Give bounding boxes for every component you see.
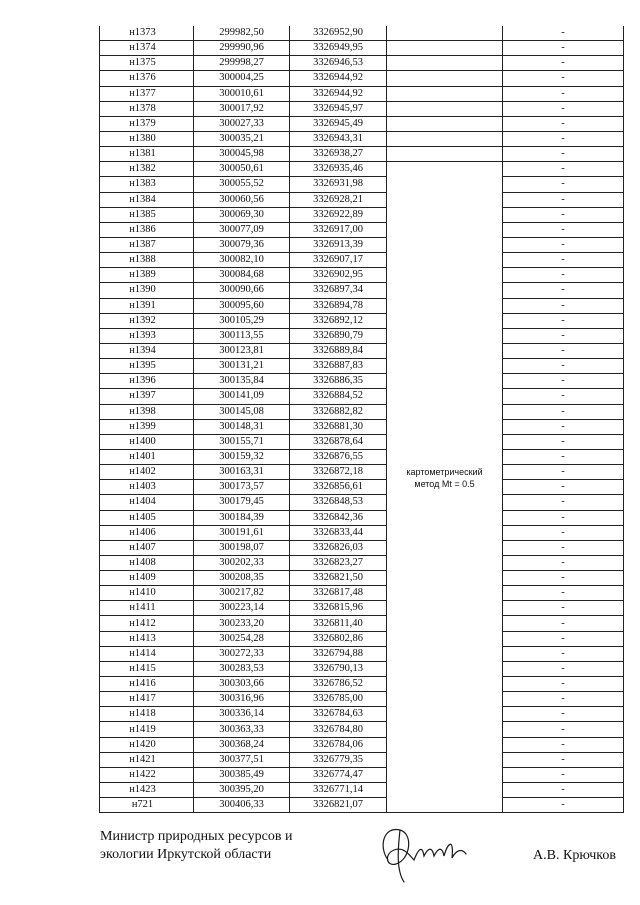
x-coordinate-cell: 300017,92 [194,101,290,116]
accuracy-dash-cell: - [503,586,624,601]
y-coordinate-cell: 3326790,13 [290,661,387,676]
accuracy-dash-cell: - [503,767,624,782]
x-coordinate-cell: 300077,09 [194,222,290,237]
signer-position-line-2: экологии Иркутской области [100,847,272,862]
point-id-cell: н1389 [100,268,194,283]
table-row [100,722,624,737]
y-coordinate-cell: 3326821,07 [290,798,387,813]
method-cell [387,41,503,56]
x-coordinate-cell: 300254,28 [194,631,290,646]
point-id-cell: н1374 [100,41,194,56]
accuracy-dash-cell: - [503,677,624,692]
table-row [100,359,624,374]
x-coordinate-cell: 300316,96 [194,692,290,707]
point-id-cell: н721 [100,798,194,813]
point-id-cell: н1388 [100,253,194,268]
point-id-cell: н1385 [100,207,194,222]
x-coordinate-cell: 300184,39 [194,510,290,525]
table-row [100,677,624,692]
table-row [100,586,624,601]
signer-position [100,828,292,864]
point-id-cell: н1408 [100,555,194,570]
x-coordinate-cell: 300027,33 [194,116,290,131]
point-id-cell: н1390 [100,283,194,298]
y-coordinate-cell: 3326779,35 [290,752,387,767]
method-cell [387,101,503,116]
point-id-cell: н1384 [100,192,194,207]
point-id-cell: н1397 [100,389,194,404]
x-coordinate-cell: 300363,33 [194,722,290,737]
method-text [387,466,502,490]
accuracy-dash-cell: - [503,374,624,389]
x-coordinate-cell: 300217,82 [194,586,290,601]
y-coordinate-cell: 3326952,90 [290,26,387,41]
accuracy-dash-cell: - [503,404,624,419]
x-coordinate-cell: 300113,55 [194,328,290,343]
x-coordinate-cell: 300004,25 [194,71,290,86]
y-coordinate-cell: 3326889,84 [290,343,387,358]
accuracy-dash-cell: - [503,207,624,222]
y-coordinate-cell: 3326811,40 [290,616,387,631]
accuracy-dash-cell: - [503,601,624,616]
y-coordinate-cell: 3326848,53 [290,495,387,510]
y-coordinate-cell: 3326944,92 [290,71,387,86]
y-coordinate-cell: 3326774,47 [290,767,387,782]
table-row [100,192,624,207]
y-coordinate-cell: 3326902,95 [290,268,387,283]
table-row [100,798,624,813]
point-id-cell: н1410 [100,586,194,601]
table-row [100,71,624,86]
table-row [100,555,624,570]
point-id-cell: н1420 [100,737,194,752]
x-coordinate-cell: 300303,66 [194,677,290,692]
table-row [100,661,624,676]
method-text-line-1: картометрический [406,467,483,478]
x-coordinate-cell: 300035,21 [194,131,290,146]
method-cell [387,131,503,146]
x-coordinate-cell: 300131,21 [194,359,290,374]
accuracy-dash-cell: - [503,465,624,480]
y-coordinate-cell: 3326884,52 [290,389,387,404]
table-row [100,222,624,237]
x-coordinate-cell: 300208,35 [194,571,290,586]
y-coordinate-cell: 3326913,39 [290,237,387,252]
accuracy-dash-cell: - [503,86,624,101]
y-coordinate-cell: 3326794,88 [290,646,387,661]
accuracy-dash-cell: - [503,692,624,707]
x-coordinate-cell: 300123,81 [194,343,290,358]
accuracy-dash-cell: - [503,798,624,813]
accuracy-dash-cell: - [503,722,624,737]
table-row [100,419,624,434]
y-coordinate-cell: 3326872,18 [290,465,387,480]
x-coordinate-cell: 300045,98 [194,147,290,162]
point-id-cell: н1412 [100,616,194,631]
y-coordinate-cell: 3326922,89 [290,207,387,222]
accuracy-dash-cell: - [503,222,624,237]
accuracy-dash-cell: - [503,419,624,434]
point-id-cell: н1402 [100,465,194,480]
y-coordinate-cell: 3326890,79 [290,328,387,343]
point-id-cell: н1381 [100,147,194,162]
coordinates-table [99,26,624,813]
point-id-cell: н1399 [100,419,194,434]
x-coordinate-cell: 300010,61 [194,86,290,101]
point-id-cell: н1406 [100,525,194,540]
x-coordinate-cell: 300079,36 [194,237,290,252]
y-coordinate-cell: 3326894,78 [290,298,387,313]
accuracy-dash-cell: - [503,131,624,146]
point-id-cell: н1398 [100,404,194,419]
point-id-cell: н1379 [100,116,194,131]
signer-name: А.В. Крючков [533,848,616,863]
x-coordinate-cell: 300148,31 [194,419,290,434]
accuracy-dash-cell: - [503,283,624,298]
x-coordinate-cell: 300179,45 [194,495,290,510]
signature-block [100,828,620,888]
accuracy-dash-cell: - [503,41,624,56]
accuracy-dash-cell: - [503,147,624,162]
y-coordinate-cell: 3326949,95 [290,41,387,56]
table-row [100,616,624,631]
y-coordinate-cell: 3326802,86 [290,631,387,646]
point-id-cell: н1413 [100,631,194,646]
accuracy-dash-cell: - [503,177,624,192]
point-id-cell: н1394 [100,343,194,358]
method-text-line-2: метод Mt = 0.5 [414,479,475,490]
table-row [100,26,624,41]
y-coordinate-cell: 3326826,03 [290,540,387,555]
point-id-cell: н1378 [100,101,194,116]
accuracy-dash-cell: - [503,540,624,555]
point-id-cell: н1416 [100,677,194,692]
table-row [100,162,624,177]
y-coordinate-cell: 3326887,83 [290,359,387,374]
coordinates-table-body [100,26,624,813]
point-id-cell: н1382 [100,162,194,177]
table-row [100,404,624,419]
point-id-cell: н1417 [100,692,194,707]
point-id-cell: н1391 [100,298,194,313]
table-row [100,253,624,268]
point-id-cell: н1411 [100,601,194,616]
point-id-cell: н1421 [100,752,194,767]
y-coordinate-cell: 3326928,21 [290,192,387,207]
table-row [100,268,624,283]
y-coordinate-cell: 3326938,27 [290,147,387,162]
handwritten-signature [374,820,484,884]
y-coordinate-cell: 3326931,98 [290,177,387,192]
y-coordinate-cell: 3326886,35 [290,374,387,389]
table-row [100,343,624,358]
x-coordinate-cell: 300223,14 [194,601,290,616]
y-coordinate-cell: 3326897,34 [290,283,387,298]
accuracy-dash-cell: - [503,268,624,283]
method-cell [387,86,503,101]
y-coordinate-cell: 3326784,06 [290,737,387,752]
table-row [100,389,624,404]
y-coordinate-cell: 3326784,63 [290,707,387,722]
x-coordinate-cell: 299998,27 [194,56,290,71]
y-coordinate-cell: 3326842,36 [290,510,387,525]
y-coordinate-cell: 3326823,27 [290,555,387,570]
accuracy-dash-cell: - [503,737,624,752]
point-id-cell: н1383 [100,177,194,192]
table-row [100,177,624,192]
point-id-cell: н1407 [100,540,194,555]
method-cell [387,147,503,162]
accuracy-dash-cell: - [503,237,624,252]
table-row [100,783,624,798]
x-coordinate-cell: 300135,84 [194,374,290,389]
x-coordinate-cell: 299990,96 [194,41,290,56]
point-id-cell: н1392 [100,313,194,328]
table-row [100,692,624,707]
x-coordinate-cell: 300385,49 [194,767,290,782]
accuracy-dash-cell: - [503,449,624,464]
accuracy-dash-cell: - [503,359,624,374]
method-cell [387,26,503,41]
method-cell [387,162,503,813]
point-id-cell: н1401 [100,449,194,464]
accuracy-dash-cell: - [503,162,624,177]
x-coordinate-cell: 300155,71 [194,434,290,449]
y-coordinate-cell: 3326882,82 [290,404,387,419]
table-row [100,56,624,71]
x-coordinate-cell: 300159,32 [194,449,290,464]
accuracy-dash-cell: - [503,298,624,313]
point-id-cell: н1405 [100,510,194,525]
y-coordinate-cell: 3326856,61 [290,480,387,495]
x-coordinate-cell: 300141,09 [194,389,290,404]
accuracy-dash-cell: - [503,253,624,268]
accuracy-dash-cell: - [503,434,624,449]
x-coordinate-cell: 300069,30 [194,207,290,222]
table-row [100,737,624,752]
table-row [100,434,624,449]
table-row [100,480,624,495]
point-id-cell: н1418 [100,707,194,722]
point-id-cell: н1386 [100,222,194,237]
point-id-cell: н1415 [100,661,194,676]
x-coordinate-cell: 300198,07 [194,540,290,555]
table-row [100,767,624,782]
point-id-cell: н1422 [100,767,194,782]
point-id-cell: н1414 [100,646,194,661]
point-id-cell: н1403 [100,480,194,495]
accuracy-dash-cell: - [503,343,624,358]
table-row [100,707,624,722]
point-id-cell: н1375 [100,56,194,71]
accuracy-dash-cell: - [503,71,624,86]
accuracy-dash-cell: - [503,783,624,798]
table-row [100,571,624,586]
table-row [100,283,624,298]
accuracy-dash-cell: - [503,752,624,767]
x-coordinate-cell: 300202,33 [194,555,290,570]
y-coordinate-cell: 3326817,48 [290,586,387,601]
table-row [100,510,624,525]
y-coordinate-cell: 3326935,46 [290,162,387,177]
table-row [100,101,624,116]
table-row [100,601,624,616]
point-id-cell: н1380 [100,131,194,146]
method-cell [387,71,503,86]
table-row [100,41,624,56]
table-row [100,540,624,555]
y-coordinate-cell: 3326815,96 [290,601,387,616]
x-coordinate-cell: 300368,24 [194,737,290,752]
point-id-cell: н1400 [100,434,194,449]
y-coordinate-cell: 3326944,92 [290,86,387,101]
method-cell [387,116,503,131]
accuracy-dash-cell: - [503,480,624,495]
x-coordinate-cell: 300050,61 [194,162,290,177]
x-coordinate-cell: 300336,14 [194,707,290,722]
y-coordinate-cell: 3326833,44 [290,525,387,540]
point-id-cell: н1419 [100,722,194,737]
x-coordinate-cell: 300145,08 [194,404,290,419]
table-row [100,646,624,661]
point-id-cell: н1409 [100,571,194,586]
point-id-cell: н1423 [100,783,194,798]
x-coordinate-cell: 300377,51 [194,752,290,767]
accuracy-dash-cell: - [503,116,624,131]
x-coordinate-cell: 300163,31 [194,465,290,480]
point-id-cell: н1393 [100,328,194,343]
y-coordinate-cell: 3326771,14 [290,783,387,798]
table-row [100,237,624,252]
y-coordinate-cell: 3326876,55 [290,449,387,464]
point-id-cell: н1395 [100,359,194,374]
signer-position-line-1: Министр природных ресурсов и [100,829,293,844]
accuracy-dash-cell: - [503,56,624,71]
x-coordinate-cell: 300272,33 [194,646,290,661]
table-row [100,86,624,101]
table-row [100,131,624,146]
point-id-cell: н1387 [100,237,194,252]
y-coordinate-cell: 3326946,53 [290,56,387,71]
y-coordinate-cell: 3326907,17 [290,253,387,268]
point-id-cell: н1376 [100,71,194,86]
x-coordinate-cell: 300105,29 [194,313,290,328]
x-coordinate-cell: 300395,20 [194,783,290,798]
point-id-cell: н1396 [100,374,194,389]
x-coordinate-cell: 300095,60 [194,298,290,313]
y-coordinate-cell: 3326785,00 [290,692,387,707]
accuracy-dash-cell: - [503,571,624,586]
x-coordinate-cell: 300191,61 [194,525,290,540]
y-coordinate-cell: 3326892,12 [290,313,387,328]
accuracy-dash-cell: - [503,313,624,328]
accuracy-dash-cell: - [503,707,624,722]
accuracy-dash-cell: - [503,328,624,343]
table-row [100,631,624,646]
accuracy-dash-cell: - [503,555,624,570]
point-id-cell: н1377 [100,86,194,101]
accuracy-dash-cell: - [503,101,624,116]
accuracy-dash-cell: - [503,510,624,525]
accuracy-dash-cell: - [503,616,624,631]
table-row [100,449,624,464]
x-coordinate-cell: 300055,52 [194,177,290,192]
x-coordinate-cell: 300084,68 [194,268,290,283]
accuracy-dash-cell: - [503,661,624,676]
accuracy-dash-cell: - [503,192,624,207]
x-coordinate-cell: 300090,66 [194,283,290,298]
accuracy-dash-cell: - [503,646,624,661]
x-coordinate-cell: 300283,53 [194,661,290,676]
x-coordinate-cell: 300060,56 [194,192,290,207]
point-id-cell: н1373 [100,26,194,41]
table-row [100,313,624,328]
table-row [100,116,624,131]
y-coordinate-cell: 3326786,52 [290,677,387,692]
y-coordinate-cell: 3326945,97 [290,101,387,116]
accuracy-dash-cell: - [503,525,624,540]
y-coordinate-cell: 3326917,00 [290,222,387,237]
x-coordinate-cell: 300173,57 [194,480,290,495]
y-coordinate-cell: 3326881,30 [290,419,387,434]
x-coordinate-cell: 300406,33 [194,798,290,813]
table-row [100,495,624,510]
table-row [100,374,624,389]
accuracy-dash-cell: - [503,26,624,41]
table-row [100,328,624,343]
y-coordinate-cell: 3326784,80 [290,722,387,737]
x-coordinate-cell: 300233,20 [194,616,290,631]
x-coordinate-cell: 299982,50 [194,26,290,41]
accuracy-dash-cell: - [503,495,624,510]
table-row [100,525,624,540]
point-id-cell: н1404 [100,495,194,510]
table-row [100,752,624,767]
table-row [100,147,624,162]
y-coordinate-cell: 3326821,50 [290,571,387,586]
method-cell [387,56,503,71]
accuracy-dash-cell: - [503,631,624,646]
table-row [100,298,624,313]
y-coordinate-cell: 3326943,31 [290,131,387,146]
x-coordinate-cell: 300082,10 [194,253,290,268]
accuracy-dash-cell: - [503,389,624,404]
y-coordinate-cell: 3326878,64 [290,434,387,449]
y-coordinate-cell: 3326945,49 [290,116,387,131]
table-row [100,465,624,480]
table-row [100,207,624,222]
